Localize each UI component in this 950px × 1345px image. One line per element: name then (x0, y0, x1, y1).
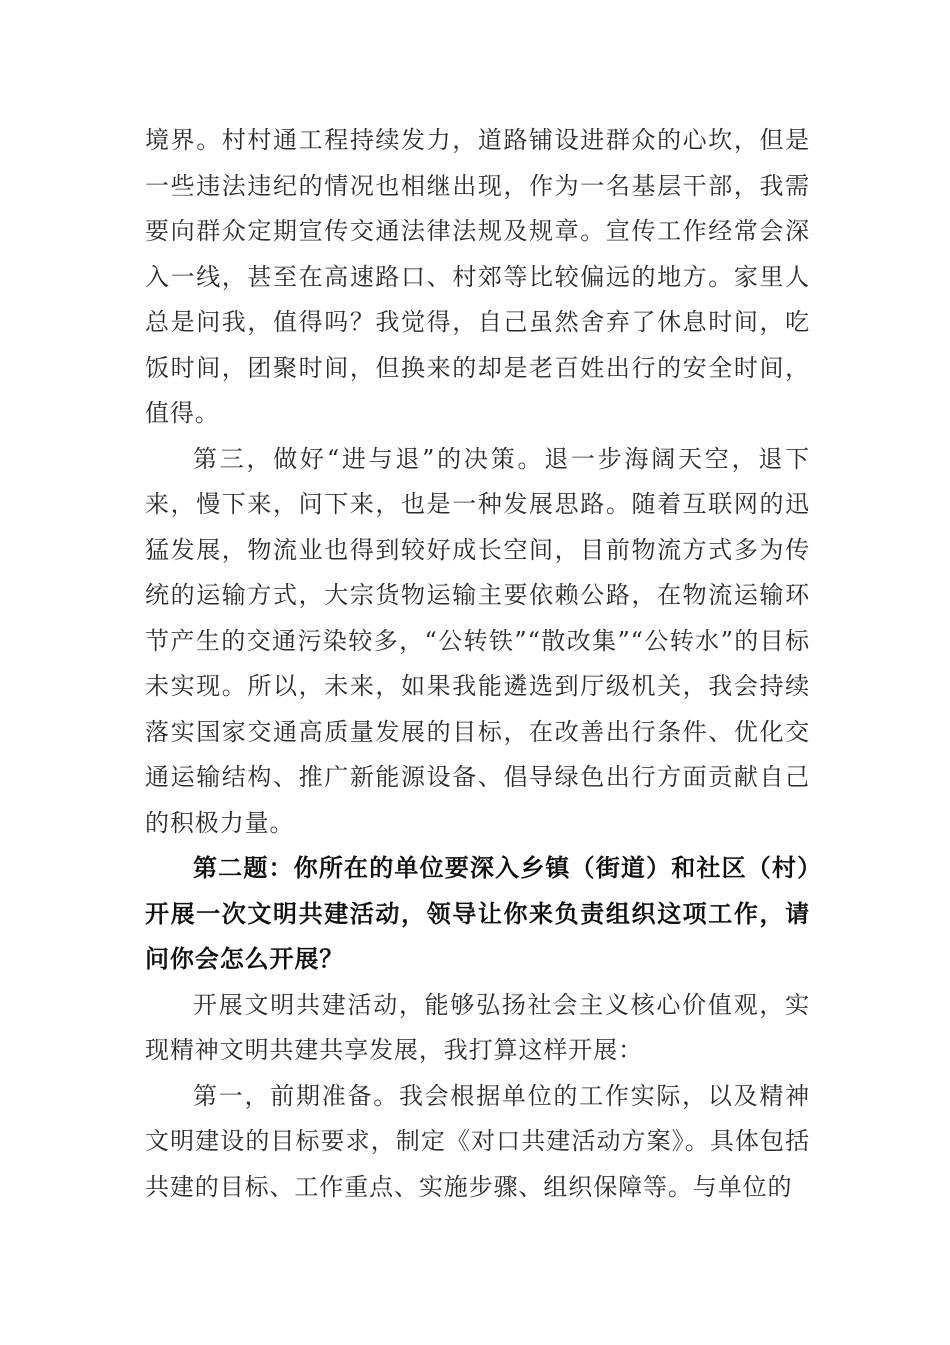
paragraph-continued: 境界。村村通工程持续发力，道路铺设进群众的心坎，但是一些违法违纪的情况也相继出现，作为一名基层干部，我需要向群众定期宣传交通法律法规及规章。宣传工作经常会深入一线，甚至在高速路口、村郊等比较偏远的地方。家里人总是问我，值得吗？我觉得，自己虽然舍弃了休息时间，吃饭时间，团聚时间，但换来的却是老百姓出行的安全时间，值得。 (145, 126, 810, 427)
paragraph-first-point: 第一，前期准备。我会根据单位的工作实际，以及精神文明建设的目标要求，制定《对口共建活动方案》。具体包括共建的目标、工作重点、实施步骤、组织保障等。与单位的 (145, 1081, 810, 1201)
question-heading: 第二题：你所在的单位要深入乡镇（街道）和社区（村）开展一次文明共建活动，领导让你来负责组织这项工作，请问你会怎么开展？ (145, 854, 810, 973)
document-body (145, 118, 810, 1210)
paragraph-third-point: 第三，做好“进与退”的决策。退一步海阔天空，退下来，慢下来，问下来，也是一种发展思路。随着互联网的迅猛发展，物流业也得到较好成长空间，目前物流方式多为传统的运输方式，大宗货物运输主要依赖公路，在物流运输环节产生的交通污染较多，“公转铁”“散改集”“公转水”的目标未实现。所以，未来，如果我能遴选到厅级机关，我会持续落实国家交通高质量发展的目标，在改善出行条件、优化交通运输结构、推广新能源设备、倡导绿色出行方面贡献自己的积极力量。 (145, 444, 810, 837)
paragraph-answer-intro: 开展文明共建活动，能够弘扬社会主义核心价值观，实现精神文明共建共享发展，我打算这样开展： (145, 990, 810, 1064)
